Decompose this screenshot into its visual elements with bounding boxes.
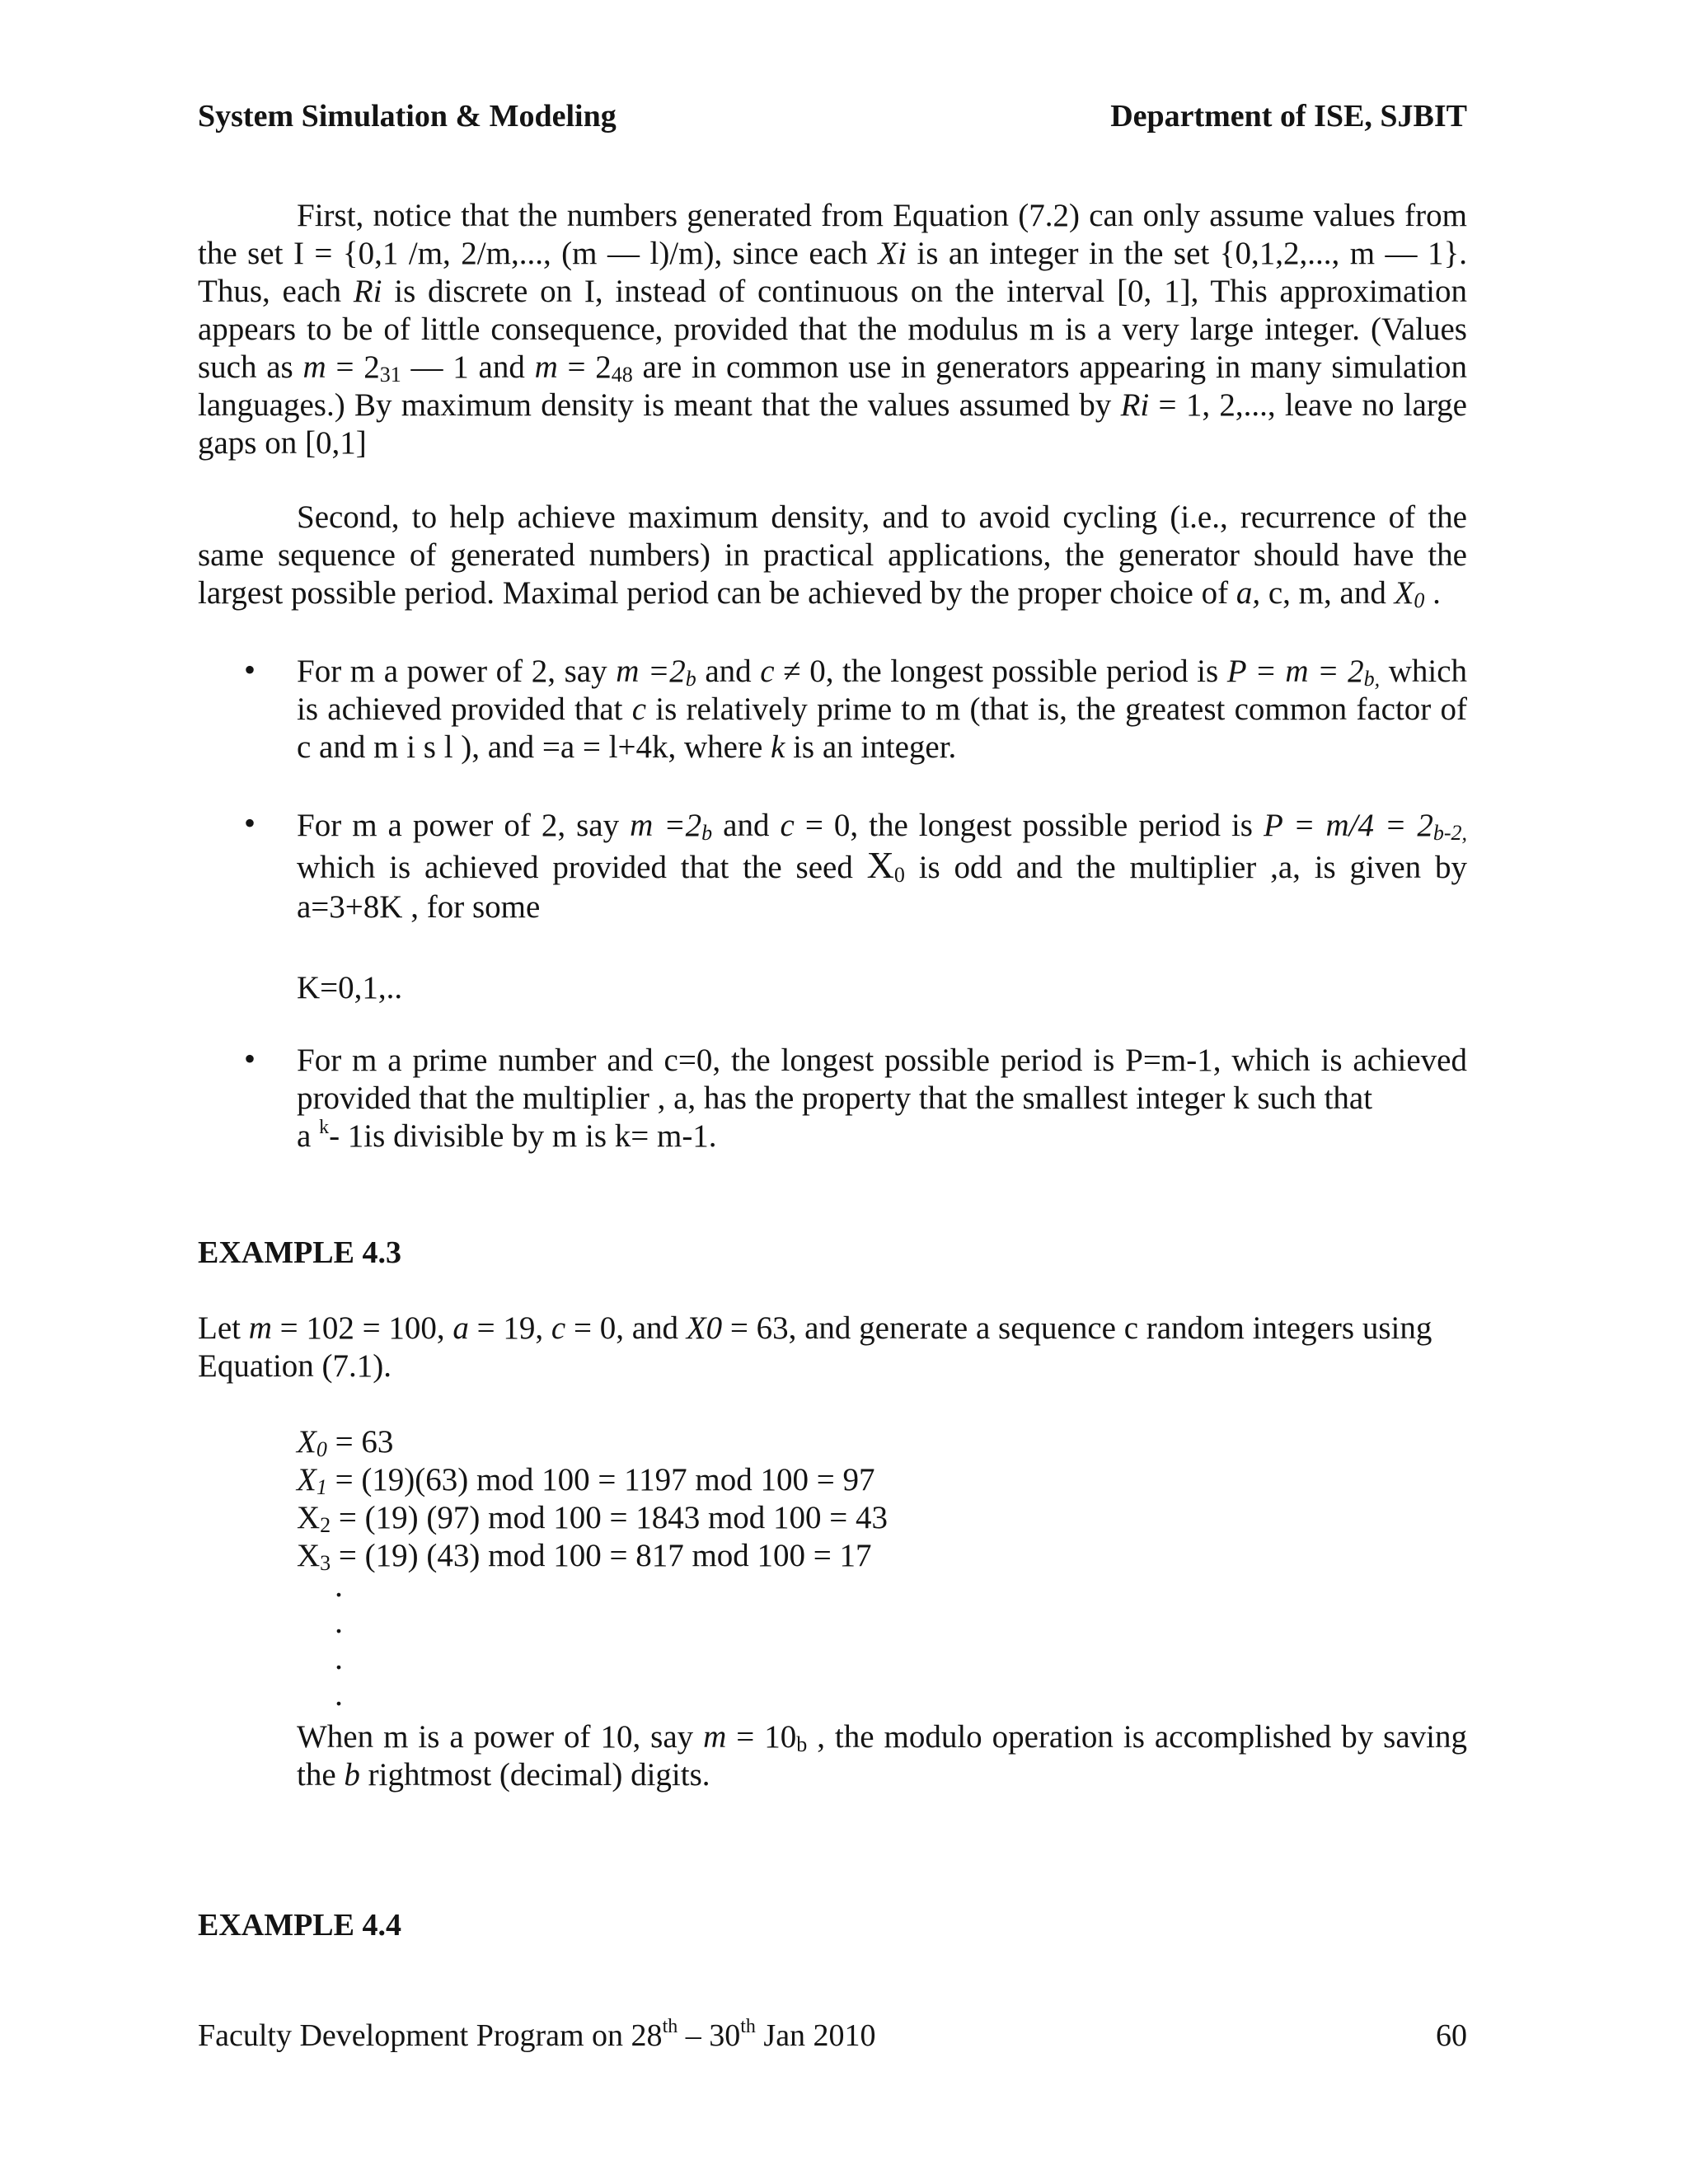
bullet-2-k-values: K=0,1,.. [297,970,403,1005]
equation-x0: X0 = 63 [297,1424,394,1461]
example-heading: EXAMPLE 4.4 [198,1908,401,1943]
footer-program: Faculty Development Program on 28th – 30th Jan 2010 [198,2016,876,2053]
ellipsis-dot: . [335,1639,343,1676]
equation-x1: X1 = (19)(63) mod 100 = 1197 mod 100 = 97 [297,1462,875,1499]
bullet-marker: • [244,651,256,688]
example-heading: EXAMPLE 4.3 [198,1235,401,1270]
ellipsis-dot: . [335,1603,343,1640]
page-number: 60 [1436,2018,1467,2053]
bullet-3-formula: a $^k$- 1is divisible by m is k= m-1. [297,1117,717,1154]
bullet-2-text: For m a power of 2, say m =2b and c = 0, the longest possible period is P = m/4 = 2b-2, which is achieved provided that the seed X0 is odd and the multiplier ,a, is given by a=3+8K , for some [297,808,1468,925]
bullet-marker: • [244,804,256,841]
paragraph-1: First, notice that the numbers generated from Equation (7.2) can only assume values from the set I = {0,1 /m, 2/m,..., (m — l)/m), since each Xi is an integer in the set {0,1,2,..., m — 1}. Thus, each Ri is discrete on I, instead of continuous on the interval [0, 1], This approximation appears to be of little consequence, provided that the modulus m is a very large integer. (Values such as m = 231 — 1 and m = 248 are in common use in generators appearing in many simulation languages.) By maximum density is meant that the values assumed by Ri = 1, 2,..., leave no large gaps on [0,1] [198,198,1468,461]
bullet-marker: • [244,1040,256,1077]
equation-x3: X3 = (19) (43) mod 100 = 817 mod 100 = 17 [297,1538,872,1575]
running-header-title: System Simulation & Modeling [198,99,617,134]
bullet-1-text: For m a power of 2, say m =2b and c ≠ 0, the longest possible period is P = m = 2b, which is achieved provided that c is relatively prime to m (that is, the greatest common factor of c and m i s l ), and =a = l+4k, where k is an integer. [297,654,1468,765]
equation-x2: X2 = (19) (97) mod 100 = 1843 mod 100 = 43 [297,1500,889,1537]
ellipsis-dot: . [335,1675,343,1713]
example-4-3-statement: Let m = 102 = 100, a = 19, c = 0, and X0 = 63, and generate a sequence c random integers using Equation (7.1). [198,1310,1432,1384]
ellipsis-dot: . [335,1567,343,1604]
example-4-3-note: When m is a power of 10, say m = 10b , the modulo operation is accomplished by saving the b rightmost (decimal) digits. [297,1719,1468,1793]
bullet-3-text: For m a prime number and c=0, the longest possible period is P=m-1, which is achieved provided that the multiplier , a, has the property that the smallest integer k such that [297,1043,1467,1116]
paragraph-2: Second, to help achieve maximum density, and to avoid cycling (i.e., recurrence of the same sequence of generated numbers) in practical applications, the generator should have the largest possible period. Maximal period can be achieved by the proper choice of a, c, m, and X0 . [198,499,1467,612]
running-header-department: Department of ISE, SJBIT [1110,99,1467,134]
